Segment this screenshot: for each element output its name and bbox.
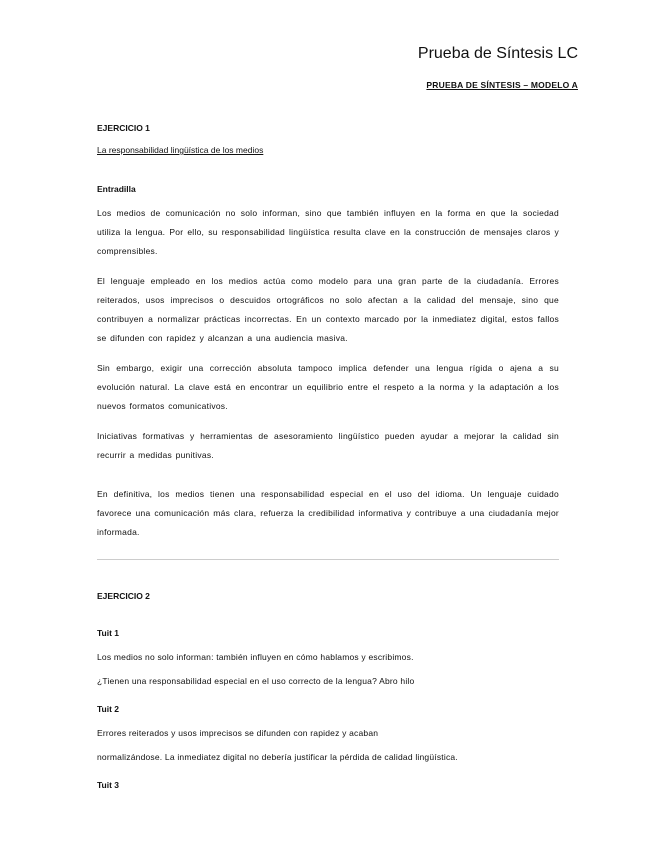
section-divider	[97, 559, 559, 560]
tweet-2-line-1: Errores reiterados y usos imprecisos se difunden con rapidez y acaban	[97, 728, 379, 738]
tweet-2-line-2: normalizándose. La inmediatez digital no debería justificar la pérdida de calidad lingüística.	[97, 752, 458, 762]
tweet-2-label: Tuit 2	[97, 704, 120, 714]
paragraph-3: Sin embargo, exigir una corrección absoluta tampoco implica defender una lengua rígida o ajena a su evolución natural. La clave está en encontrar un equilibrio entre el respeto a la norma y la adaptación a los nuevos formatos comunicativos.	[97, 363, 559, 411]
exercise-1-heading: EJERCICIO 1	[97, 123, 150, 133]
paragraph-2: El lenguaje empleado en los medios actúa como modelo para una gran parte de la ciudadanía. Errores reiterados, usos imprecisos o descuidos ortográficos no solo afectan a la calidad del mensaje, sino que contribuyen a normalizar prácticas incorrectas. En un contexto marcado por la inmediatez digital, estos fallos se difunden con rapidez y alcanzan a una audiencia masiva.	[97, 276, 559, 343]
document-body	[97, 122, 559, 791]
tweet-1-line-1: Los medios no solo informan: también influyen en cómo hablamos y escribimos.	[97, 652, 414, 662]
tweet-1-line-2: ¿Tienen una responsabilidad especial en el uso correcto de la lengua? Abro hilo	[97, 676, 415, 686]
paragraph-1: Los medios de comunicación no solo informan, sino que también influyen en la forma en que la sociedad utiliza la lengua. Por ello, su responsabilidad lingüística resulta clave en la construcción de mensajes claros y comprensibles.	[97, 208, 559, 256]
document-subtitle: PRUEBA DE SÍNTESIS – MODELO A	[426, 80, 578, 90]
exercise-2	[97, 590, 559, 791]
exercise-1-subtitle: La responsabilidad lingüística de los medios	[97, 145, 264, 155]
exercise-1	[97, 122, 559, 542]
paragraph-5: En definitiva, los medios tienen una responsabilidad especial en el uso del idioma. Un lenguaje cuidado favorece una comunicación más clara, refuerza la credibilidad informativa y contribuye a una ciudadanía mejor informada.	[97, 489, 559, 537]
tweet-3-label: Tuit 3	[97, 780, 120, 790]
paragraph-4: Iniciativas formativas y herramientas de asesoramiento lingüístico pueden ayudar a mejorar la calidad sin recurrir a medidas punitivas.	[97, 431, 559, 460]
exercise-2-heading: EJERCICIO 2	[97, 591, 150, 601]
entradilla-label: Entradilla	[97, 184, 136, 194]
tweet-1-label: Tuit 1	[97, 628, 120, 638]
document-title: Prueba de Síntesis LC	[417, 45, 578, 62]
